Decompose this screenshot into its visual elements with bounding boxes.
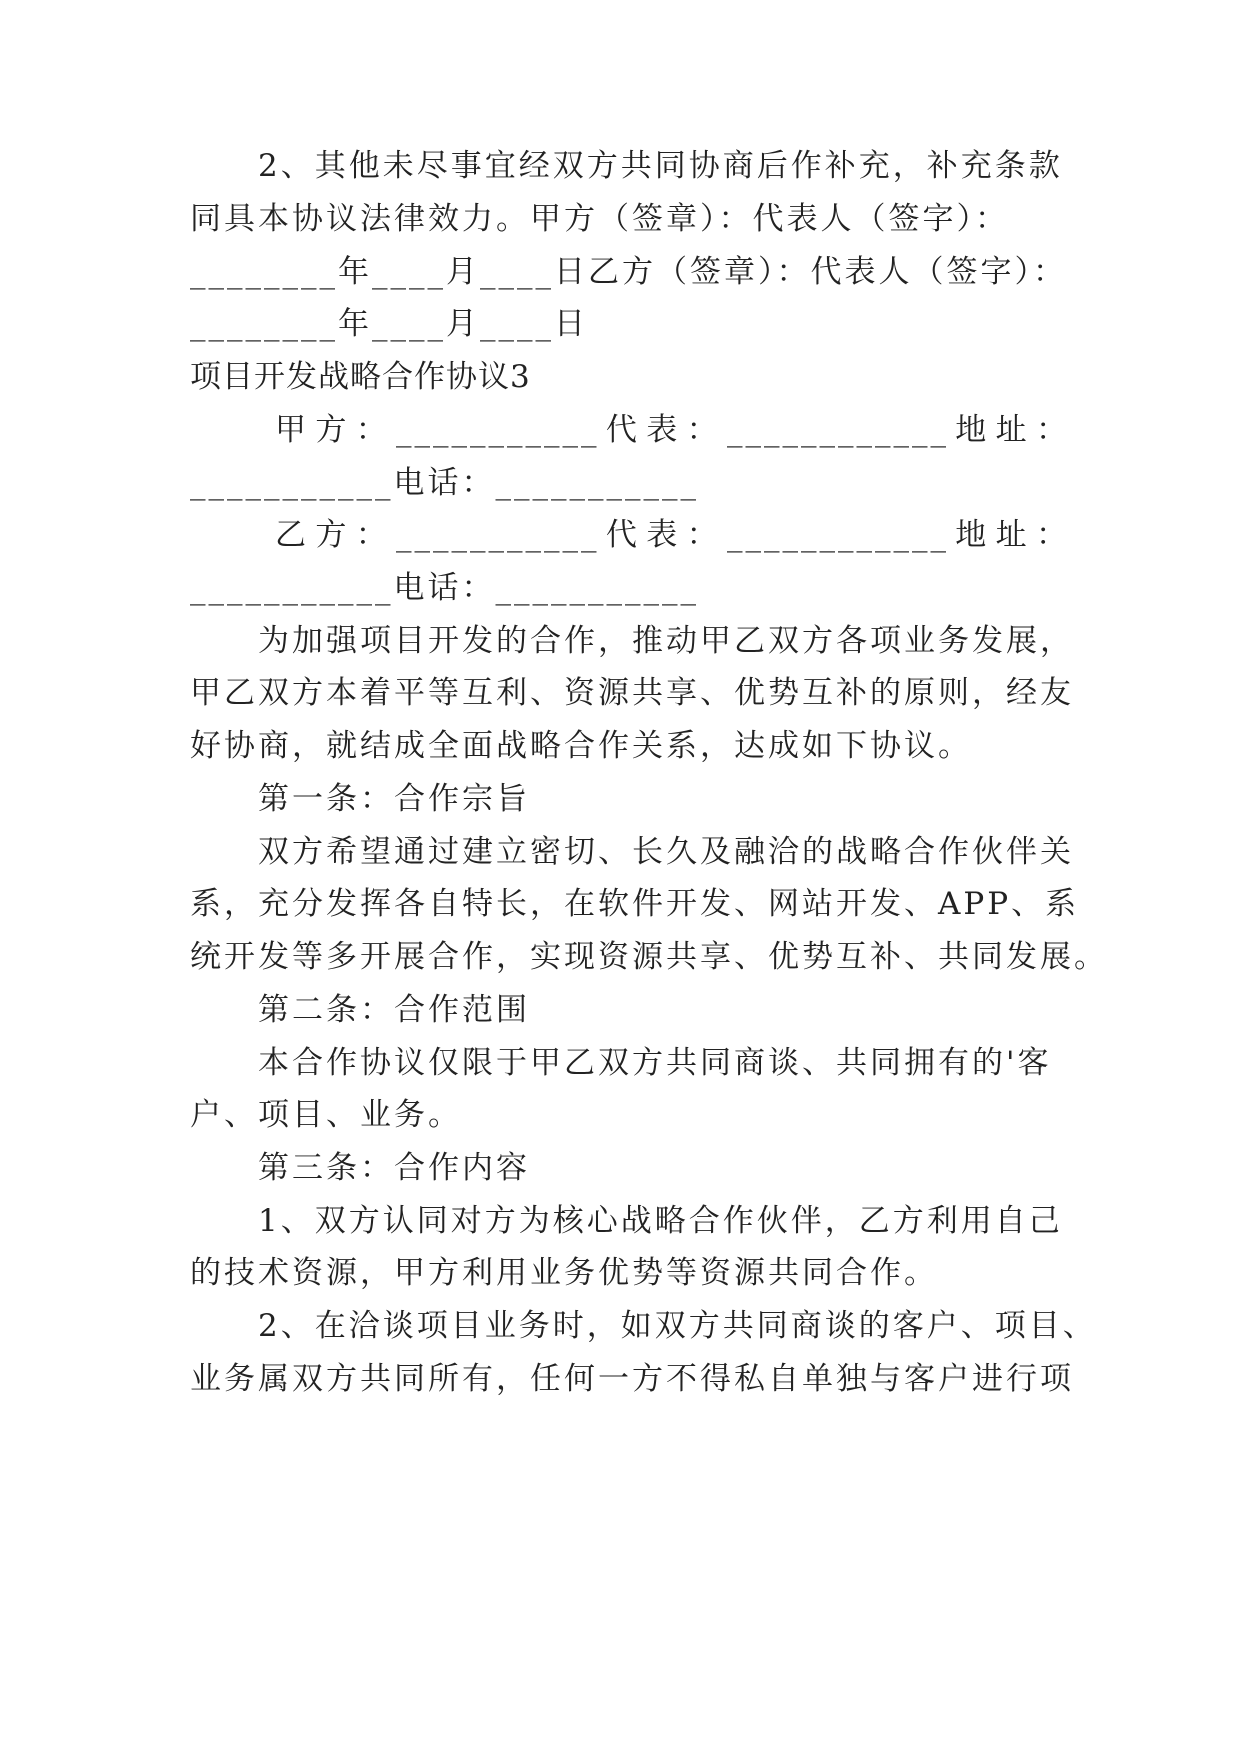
paragraph-line: 本合作协议仅限于甲乙双方共同商谈、共同拥有的'客 (258, 1045, 1052, 1081)
party-a-phone-line: ___________电话：___________ (190, 465, 699, 501)
party-b-phone-line: ___________电话：___________ (190, 570, 699, 606)
party-b-line: 乙方：___________代表：____________地址： (275, 517, 1070, 553)
paragraph-line: 甲乙双方本着平等互利、资源共享、优势互补的原则，经友 (190, 675, 1074, 711)
paragraph-line: ________年____月____日 (190, 306, 588, 342)
paragraph-line: 户、项目、业务。 (190, 1097, 462, 1133)
paragraph-line: 好协商，就结成全面战略合作关系，达成如下协议。 (190, 728, 972, 764)
article-heading: 第三条：合作内容 (258, 1150, 530, 1186)
paragraph-line: 的技术资源，甲方利用业务优势等资源共同合作。 (190, 1255, 938, 1291)
paragraph-line: 统开发等多开展合作，实现资源共享、优势互补、共同发展。 (190, 939, 1108, 975)
paragraph-line: 为加强项目开发的合作，推动甲乙双方各项业务发展， (258, 623, 1074, 659)
paragraph-line: 业务属双方共同所有，任何一方不得私自单独与客户进行项 (190, 1361, 1074, 1397)
paragraph-line: 双方希望通过建立密切、长久及融洽的战略合作伙伴关 (258, 834, 1074, 870)
party-a-line: 甲方：___________代表：____________地址： (275, 412, 1070, 448)
section-title: 项目开发战略合作协议3 (190, 359, 531, 395)
paragraph-line: 1、双方认同对方为核心战略合作伙伴，乙方利用自己 (258, 1203, 1063, 1239)
paragraph-line: 同具本协议法律效力。甲方（签章）：代表人（签字）： (190, 201, 1009, 237)
paragraph-line: 2、在洽谈项目业务时，如双方共同商谈的客户、项目、 (258, 1308, 1097, 1344)
paragraph-line: ________年____月____日乙方（签章）：代表人（签字）： (190, 254, 1067, 290)
paragraph-line: 系，充分发挥各自特长，在软件开发、网站开发、APP、系 (190, 886, 1080, 922)
paragraph-line: 2、其他未尽事宜经双方共同协商后作补充，补充条款 (258, 148, 1063, 184)
article-heading: 第一条：合作宗旨 (258, 781, 530, 817)
article-heading: 第二条：合作范围 (258, 992, 530, 1028)
